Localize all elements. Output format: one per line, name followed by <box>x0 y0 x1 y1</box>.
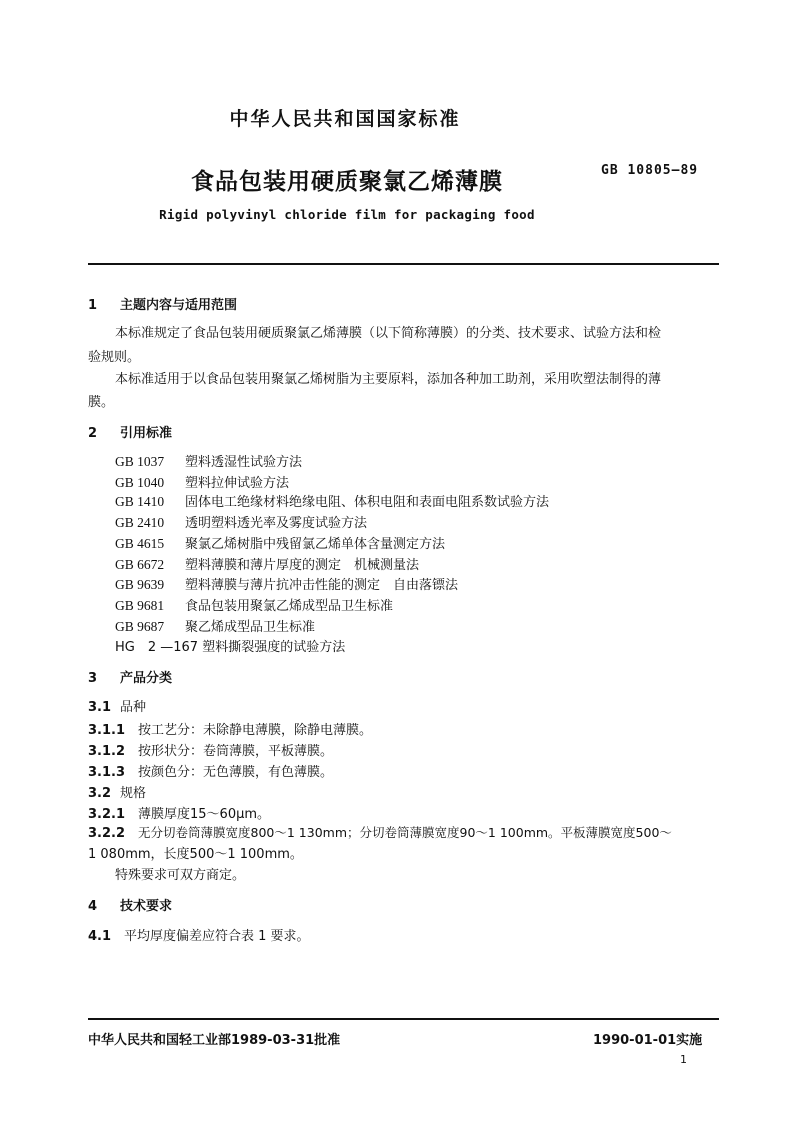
clause-3-1-2 <box>88 740 333 759</box>
clause-3-1-1 <box>88 719 372 738</box>
reference-item <box>115 451 302 470</box>
reference-item <box>115 595 393 614</box>
clause-3-2 <box>88 782 146 801</box>
clause-4-1 <box>88 925 310 944</box>
clause-3-2-1 <box>88 803 270 822</box>
reference-code: GB 1410 <box>115 494 165 509</box>
clause-number: 4.1 <box>88 929 112 944</box>
document-title: 食品包装用硬质聚氯乙烯薄膜 <box>191 169 503 195</box>
section-3-heading <box>88 667 172 686</box>
clause-title: 规格 <box>120 786 147 801</box>
reference-code: GB 6672 <box>115 557 165 572</box>
section-1-para-2-line-2: 膜。 <box>88 395 115 410</box>
clause-text: 薄膜厚度15～60μm。 <box>138 807 271 822</box>
reference-code: GB 1040 <box>115 475 165 490</box>
footer-divider <box>88 1018 719 1020</box>
reference-title: 透明塑料透光率及雾度试验方法 <box>185 516 368 531</box>
clause-3-1 <box>88 696 146 715</box>
reference-code: GB 4615 <box>115 536 165 551</box>
section-1-para-1-line-2: 验规则。 <box>88 350 141 365</box>
clause-number: 3.2.1 <box>88 807 126 822</box>
section-1-para-2-line-1: 本标准适用于以食品包装用聚氯乙烯树脂为主要原料，添加各种加工助剂，采用吹塑法制得的薄 <box>115 372 662 387</box>
page-number: 1 <box>680 1053 687 1066</box>
clause-text: 按颜色分：无色薄膜，有色薄膜。 <box>138 765 334 780</box>
reference-title: 聚氯乙烯树脂中残留氯乙烯单体含量测定方法 <box>185 537 446 552</box>
reference-item <box>115 472 289 491</box>
clause-3-2-2-line-3: 特殊要求可双方商定。 <box>115 868 246 883</box>
section-2-heading <box>88 422 172 441</box>
reference-item <box>115 491 549 510</box>
reference-title: 塑料拉伸试验方法 <box>185 476 290 491</box>
reference-title: 食品包装用聚氯乙烯成型品卫生标准 <box>185 599 394 614</box>
clause-text: 按形状分：卷筒薄膜，平板薄膜。 <box>138 744 334 759</box>
reference-code: GB 9687 <box>115 619 165 634</box>
clause-number: 3.1.2 <box>88 744 126 759</box>
section-number: 1 <box>88 298 98 313</box>
reference-item <box>115 554 419 573</box>
clause-number: 3.1 <box>88 700 112 715</box>
section-1-heading <box>88 294 237 313</box>
clause-3-2-2 <box>88 823 672 841</box>
clause-number: 3.1.3 <box>88 765 126 780</box>
issuing-org-title: 中华人民共和国国家标准 <box>229 108 461 130</box>
clause-text: 平均厚度偏差应符合表 1 要求。 <box>124 929 310 944</box>
reference-code: GB 9639 <box>115 577 165 592</box>
reference-title: 固体电工绝缘材料绝缘电阻、体积电阻和表面电阻系数试验方法 <box>185 495 550 510</box>
reference-item <box>115 512 367 531</box>
section-title: 产品分类 <box>120 671 173 686</box>
effective-date: 1990-01-01实施 <box>593 1033 703 1048</box>
section-1-para-1-line-1: 本标准规定了食品包装用硬质聚氯乙烯薄膜（以下简称薄膜）的分类、技术要求、试验方法和检 <box>115 326 662 341</box>
clause-title: 品种 <box>120 700 147 715</box>
reference-code: GB 2410 <box>115 515 165 530</box>
standard-code: GB 10805—89 <box>601 163 699 178</box>
section-number: 3 <box>88 671 98 686</box>
section-4-heading <box>88 895 172 914</box>
reference-code: GB 9681 <box>115 598 165 613</box>
clause-number: 3.2 <box>88 786 112 801</box>
clause-number: 3.2.2 <box>88 826 126 841</box>
reference-title: 塑料透湿性试验方法 <box>185 455 303 470</box>
section-title: 引用标准 <box>120 426 173 441</box>
reference-item <box>115 616 315 635</box>
clause-number: 3.1.1 <box>88 723 126 738</box>
clause-text: 按工艺分：未除静电薄膜，除静电薄膜。 <box>138 723 373 738</box>
reference-item-hg: HG 2 —167 塑料撕裂强度的试验方法 <box>115 640 346 655</box>
section-number: 2 <box>88 426 98 441</box>
reference-title: 塑料薄膜和薄片厚度的测定 机械测量法 <box>185 558 420 573</box>
english-title: Rigid polyvinyl chloride film for packaging food <box>159 207 535 222</box>
clause-3-1-3 <box>88 761 333 780</box>
section-number: 4 <box>88 899 98 914</box>
header-divider <box>88 263 719 265</box>
reference-title: 塑料薄膜与薄片抗冲击性能的测定 自由落镖法 <box>185 578 459 593</box>
reference-title: 聚乙烯成型品卫生标准 <box>185 620 316 635</box>
reference-code: GB 1037 <box>115 454 165 469</box>
approval-line: 中华人民共和国轻工业部1989-03-31批准 <box>88 1033 341 1048</box>
reference-item <box>115 533 445 552</box>
clause-text: 无分切卷筒薄膜宽度800～1 130mm；分切卷筒薄膜宽度90～1 100mm。平板薄膜宽度500～ <box>138 825 672 840</box>
clause-3-2-2-line-2: 1 080mm，长度500～1 100mm。 <box>88 847 303 862</box>
section-title: 技术要求 <box>120 899 173 914</box>
section-title: 主题内容与适用范围 <box>120 298 238 313</box>
reference-item <box>115 574 458 593</box>
